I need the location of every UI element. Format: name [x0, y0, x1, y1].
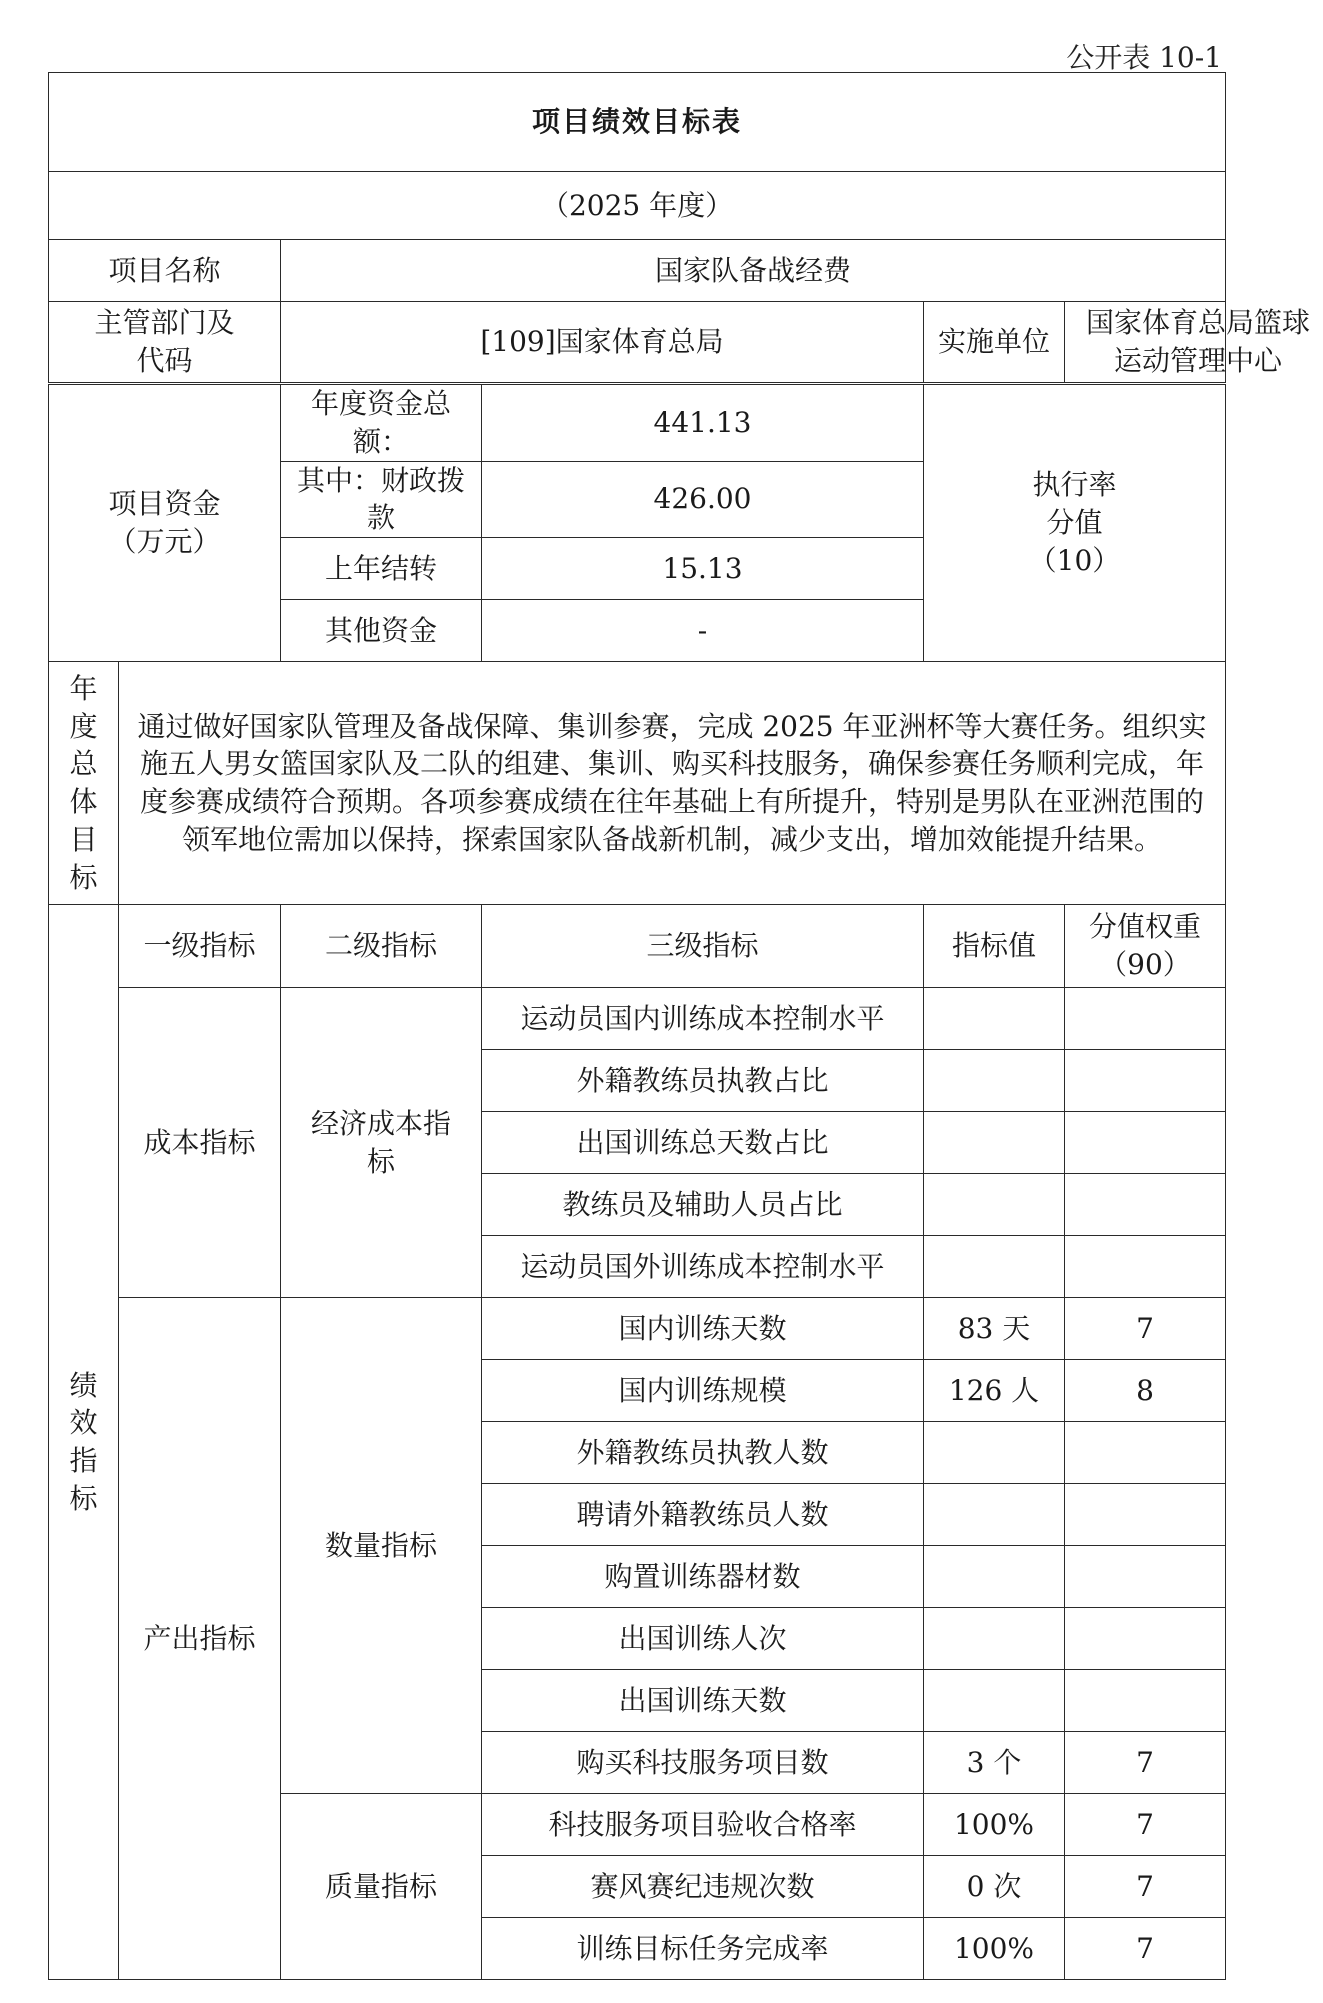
indicator-value	[924, 1174, 1065, 1236]
indicator-weight	[1065, 1236, 1226, 1298]
indicator-weight	[1065, 1670, 1226, 1732]
funds-total-label: 年度资金总额：	[281, 385, 482, 462]
funds-carryover-value: 15.13	[482, 538, 924, 600]
indicator-weight	[1065, 1174, 1226, 1236]
indicator-weight: 7	[1065, 1918, 1226, 1980]
indicator-value: 126 人	[924, 1360, 1065, 1422]
indicator-value	[924, 1112, 1065, 1174]
indicator-header-row	[49, 905, 1226, 988]
indicator-name: 国内训练天数	[482, 1298, 924, 1360]
header-weight	[1065, 905, 1226, 988]
department-row	[49, 302, 1226, 383]
funds-other-label: 其他资金	[281, 600, 482, 662]
annual-goal-row	[49, 662, 1226, 905]
indicator-weight: 7	[1065, 1732, 1226, 1794]
indicator-weight	[1065, 1546, 1226, 1608]
header-weight-text: 分值权重（90）	[1088, 910, 1201, 982]
indicator-weight	[1065, 1484, 1226, 1546]
indicator-name: 教练员及辅助人员占比	[482, 1174, 924, 1236]
header-level2: 二级指标	[281, 905, 482, 988]
indicator-name: 运动员国内训练成本控制水平	[482, 988, 924, 1050]
output-level1: 产出指标	[119, 1298, 281, 1980]
implementer-label: 实施单位	[924, 302, 1065, 383]
funds-fiscal-label: 其中：财政拨款	[281, 461, 482, 538]
indicator-value	[924, 1422, 1065, 1484]
quality-level2: 质量指标	[281, 1794, 482, 1980]
indicator-name: 运动员国外训练成本控制水平	[482, 1236, 924, 1298]
indicator-name: 外籍教练员执教占比	[482, 1050, 924, 1112]
indicator-name: 出国训练总天数占比	[482, 1112, 924, 1174]
indicator-name: 聘请外籍教练员人数	[482, 1484, 924, 1546]
table-row	[49, 1298, 1226, 1360]
indicator-name: 国内训练规模	[482, 1360, 924, 1422]
indicator-value	[924, 1546, 1065, 1608]
indicator-name: 科技服务项目验收合格率	[482, 1794, 924, 1856]
indicator-name: 购置训练器材数	[482, 1546, 924, 1608]
table-row	[49, 988, 1226, 1050]
project-name-label: 项目名称	[49, 240, 281, 302]
header-value: 指标值	[924, 905, 1065, 988]
title-row	[49, 73, 1226, 172]
indicator-weight	[1065, 1608, 1226, 1670]
performance-target-table	[48, 72, 1310, 383]
header-level1: 一级指标	[119, 905, 281, 988]
indicator-value	[924, 1670, 1065, 1732]
indicator-value: 3 个	[924, 1732, 1065, 1794]
indicator-weight	[1065, 1112, 1226, 1174]
performance-indicators-label	[49, 905, 119, 1980]
funds-label	[49, 385, 281, 662]
indicator-value	[924, 1236, 1065, 1298]
project-name-row	[49, 240, 1226, 302]
indicator-value: 100%	[924, 1794, 1065, 1856]
department-value: [109]国家体育总局	[281, 302, 924, 383]
department-label	[49, 302, 281, 383]
implementer-value-text: 国家体育总局篮球运动管理中心	[1085, 306, 1310, 377]
page-title: 项目绩效目标表	[49, 73, 1226, 172]
quantity-level2: 数量指标	[281, 1298, 482, 1794]
funds-and-indicators-table	[48, 384, 1226, 1980]
cost-level1: 成本指标	[119, 988, 281, 1298]
department-label-text: 主管部门及代码	[94, 306, 235, 377]
indicator-value	[924, 1608, 1065, 1670]
indicator-weight	[1065, 1050, 1226, 1112]
indicator-name: 出国训练人次	[482, 1608, 924, 1670]
annual-goal-label-text: 年度总体目标	[69, 671, 98, 894]
indicator-weight: 8	[1065, 1360, 1226, 1422]
annual-goal-label	[49, 662, 119, 905]
execution-rate-text: 执行率分值（10）	[1028, 468, 1121, 577]
indicator-name: 训练目标任务完成率	[482, 1918, 924, 1980]
indicator-name: 赛风赛纪违规次数	[482, 1856, 924, 1918]
funds-carryover-label: 上年结转	[281, 538, 482, 600]
indicator-weight: 7	[1065, 1794, 1226, 1856]
funds-label-text: 项目资金（万元）	[108, 487, 221, 559]
project-name-value: 国家队备战经费	[281, 240, 1226, 302]
indicator-value	[924, 1050, 1065, 1112]
indicator-weight	[1065, 1422, 1226, 1484]
indicator-name: 出国训练天数	[482, 1670, 924, 1732]
indicator-value: 0 次	[924, 1856, 1065, 1918]
fiscal-year: （2025 年度）	[49, 172, 1226, 240]
performance-indicators-text: 绩效指标	[69, 1368, 98, 1515]
funds-other-value: -	[482, 600, 924, 662]
indicator-name: 购买科技服务项目数	[482, 1732, 924, 1794]
indicator-value	[924, 988, 1065, 1050]
year-row	[49, 172, 1226, 240]
document-code: 公开表 10-1	[1066, 41, 1222, 74]
indicator-value	[924, 1484, 1065, 1546]
funds-fiscal-value: 426.00	[482, 461, 924, 538]
cost-level2-text: 经济成本指标	[310, 1106, 451, 1178]
indicator-weight	[1065, 988, 1226, 1050]
indicator-name: 外籍教练员执教人数	[482, 1422, 924, 1484]
funds-row-total	[49, 385, 1226, 462]
indicator-value: 83 天	[924, 1298, 1065, 1360]
header-level3: 三级指标	[482, 905, 924, 988]
annual-goal-text: 通过做好国家队管理及备战保障、集训参赛，完成 2025 年亚洲杯等大赛任务。组织实施五人男女篮国家队及二队的组建、集训、购买科技服务，确保参赛任务顺利完成，年度参赛成绩符合预期。各项参赛成绩在往年基础上有所提升，特别是男队在亚洲范围的领军地位需加以保持，探索国家队备战新机制，减少支出，增加效能提升结果。	[119, 662, 1226, 905]
funds-total-value: 441.13	[482, 385, 924, 462]
indicator-weight: 7	[1065, 1856, 1226, 1918]
indicator-weight: 7	[1065, 1298, 1226, 1360]
implementer-value	[1065, 302, 1310, 383]
execution-rate-label	[924, 385, 1226, 662]
indicator-value: 100%	[924, 1918, 1065, 1980]
cost-level2	[281, 988, 482, 1298]
